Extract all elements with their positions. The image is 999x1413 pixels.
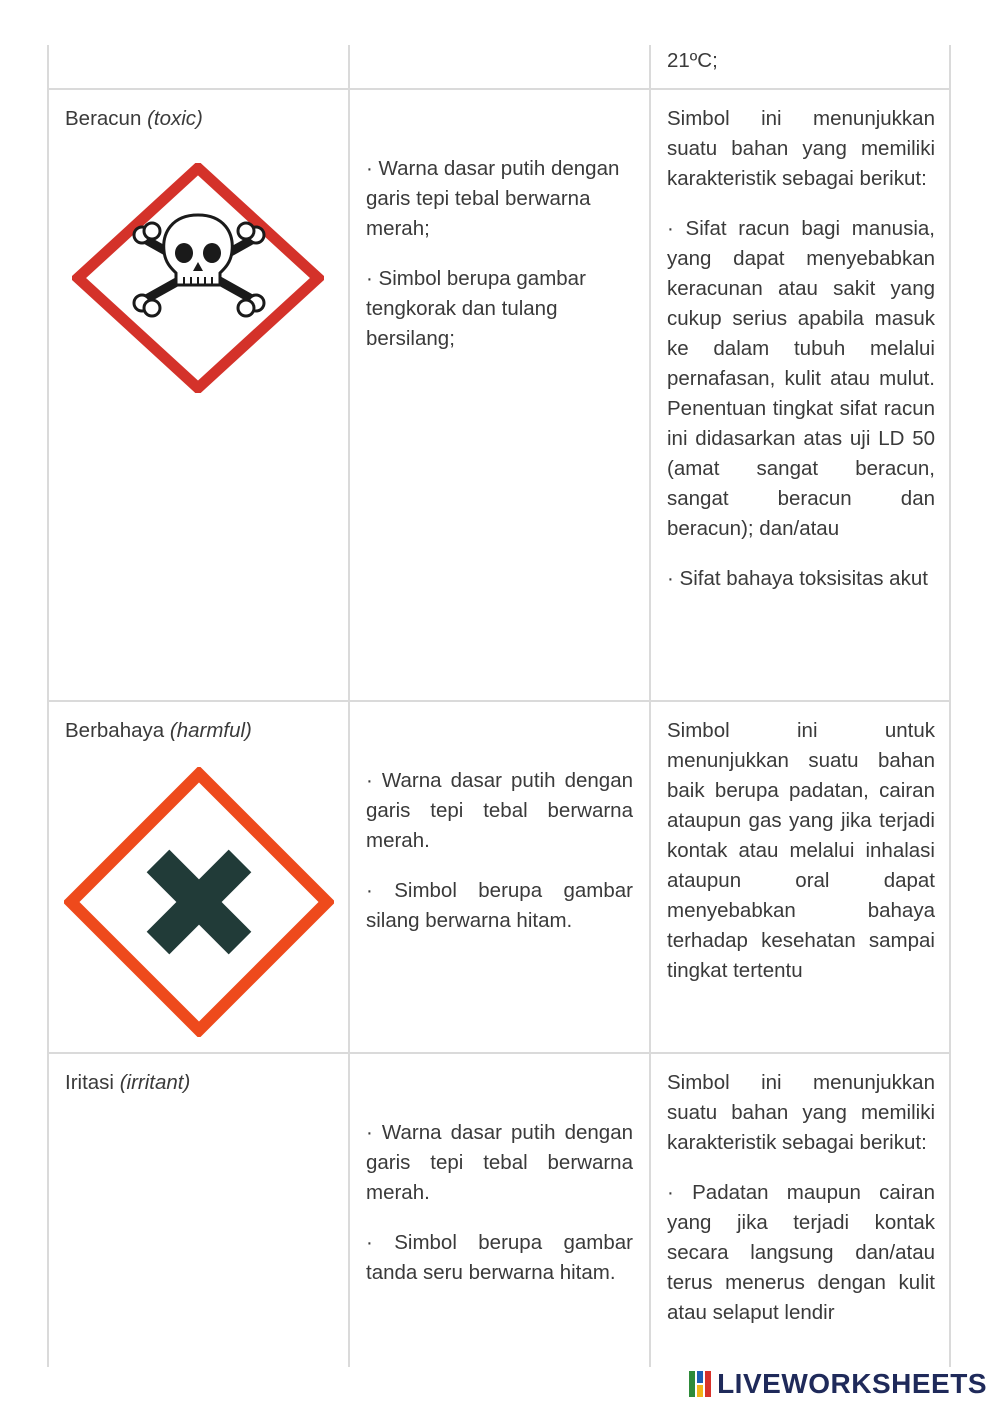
characteristic-item: · Simbol berupa gambar tengkorak dan tulang bersilang; — [366, 267, 586, 350]
description-paragraph: Simbol ini menunjukkan suatu bahan yang memiliki karakteristik sebagai berikut: — [667, 107, 935, 190]
brand-text: LIVEWORKSHEETS — [717, 1368, 987, 1399]
toxic-skull-crossbones-icon — [72, 163, 324, 393]
row-divider-3 — [47, 1052, 951, 1054]
hazard-name-irritant: Iritasi (irritant) — [65, 1071, 191, 1094]
irritant-characteristics — [366, 1118, 633, 1308]
table-border-left — [47, 45, 49, 1367]
harmful-description — [667, 716, 935, 1006]
harmful-characteristics — [366, 766, 633, 956]
irritant-description — [667, 1068, 935, 1368]
characteristic-item: · Warna dasar putih dengan garis tepi tebal berwarna merah. — [366, 1121, 633, 1204]
characteristic-item: · Simbol berupa gambar silang berwarna hitam. — [366, 879, 633, 932]
table-column-divider-2 — [649, 45, 651, 1367]
liveworksheets-brand — [689, 1367, 987, 1401]
hazard-name-toxic: Beracun (toxic) — [65, 107, 203, 130]
table-column-divider-1 — [348, 45, 350, 1367]
characteristic-item: · Warna dasar putih dengan garis tepi tebal berwarna merah. — [366, 769, 633, 852]
description-paragraph: · Sifat bahaya toksisitas akut — [667, 567, 928, 590]
top-row-description: 21ºC; — [667, 49, 718, 72]
toxic-description — [667, 104, 935, 614]
row-divider-1 — [47, 88, 951, 90]
description-paragraph: Simbol ini menunjukkan suatu bahan yang memiliki karakteristik sebagai berikut: — [667, 1071, 935, 1154]
hazard-name-harmful: Berbahaya (harmful) — [65, 719, 252, 742]
liveworksheets-logo-icon — [689, 1371, 711, 1397]
description-paragraph: · Padatan maupun cairan yang jika terjadi kontak secara langsung dan/atau terus menerus dengan kulit atau selaput lendir — [667, 1181, 935, 1324]
table-border-right — [949, 45, 951, 1367]
row-divider-2 — [47, 700, 951, 702]
harmful-cross-icon — [64, 767, 334, 1037]
characteristic-item: · Simbol berupa gambar tanda seru berwarna hitam. — [366, 1231, 633, 1284]
characteristic-item: · Warna dasar putih dengan garis tepi tebal berwarna merah; — [366, 157, 620, 240]
description-paragraph: · Sifat racun bagi manusia, yang dapat menyebabkan keracunan atau sakit yang cukup serius apabila masuk ke dalam tubuh melalui pernafasan, kulit atau mulut. Penentuan tingkat sifat racun ini didasarkan atas uji LD 50 (amat sangat beracun, sangat beracun dan beracun); dan/atau — [667, 217, 935, 540]
description-paragraph: Simbol ini untuk menunjukkan suatu bahan baik berupa padatan, cairan ataupun gas yang jika terjadi kontak atau melalui inhalasi ataupun oral dapat menyebabkan bahaya terhadap kesehatan sampai tingkat tertentu — [667, 719, 935, 982]
toxic-characteristics — [366, 154, 633, 374]
